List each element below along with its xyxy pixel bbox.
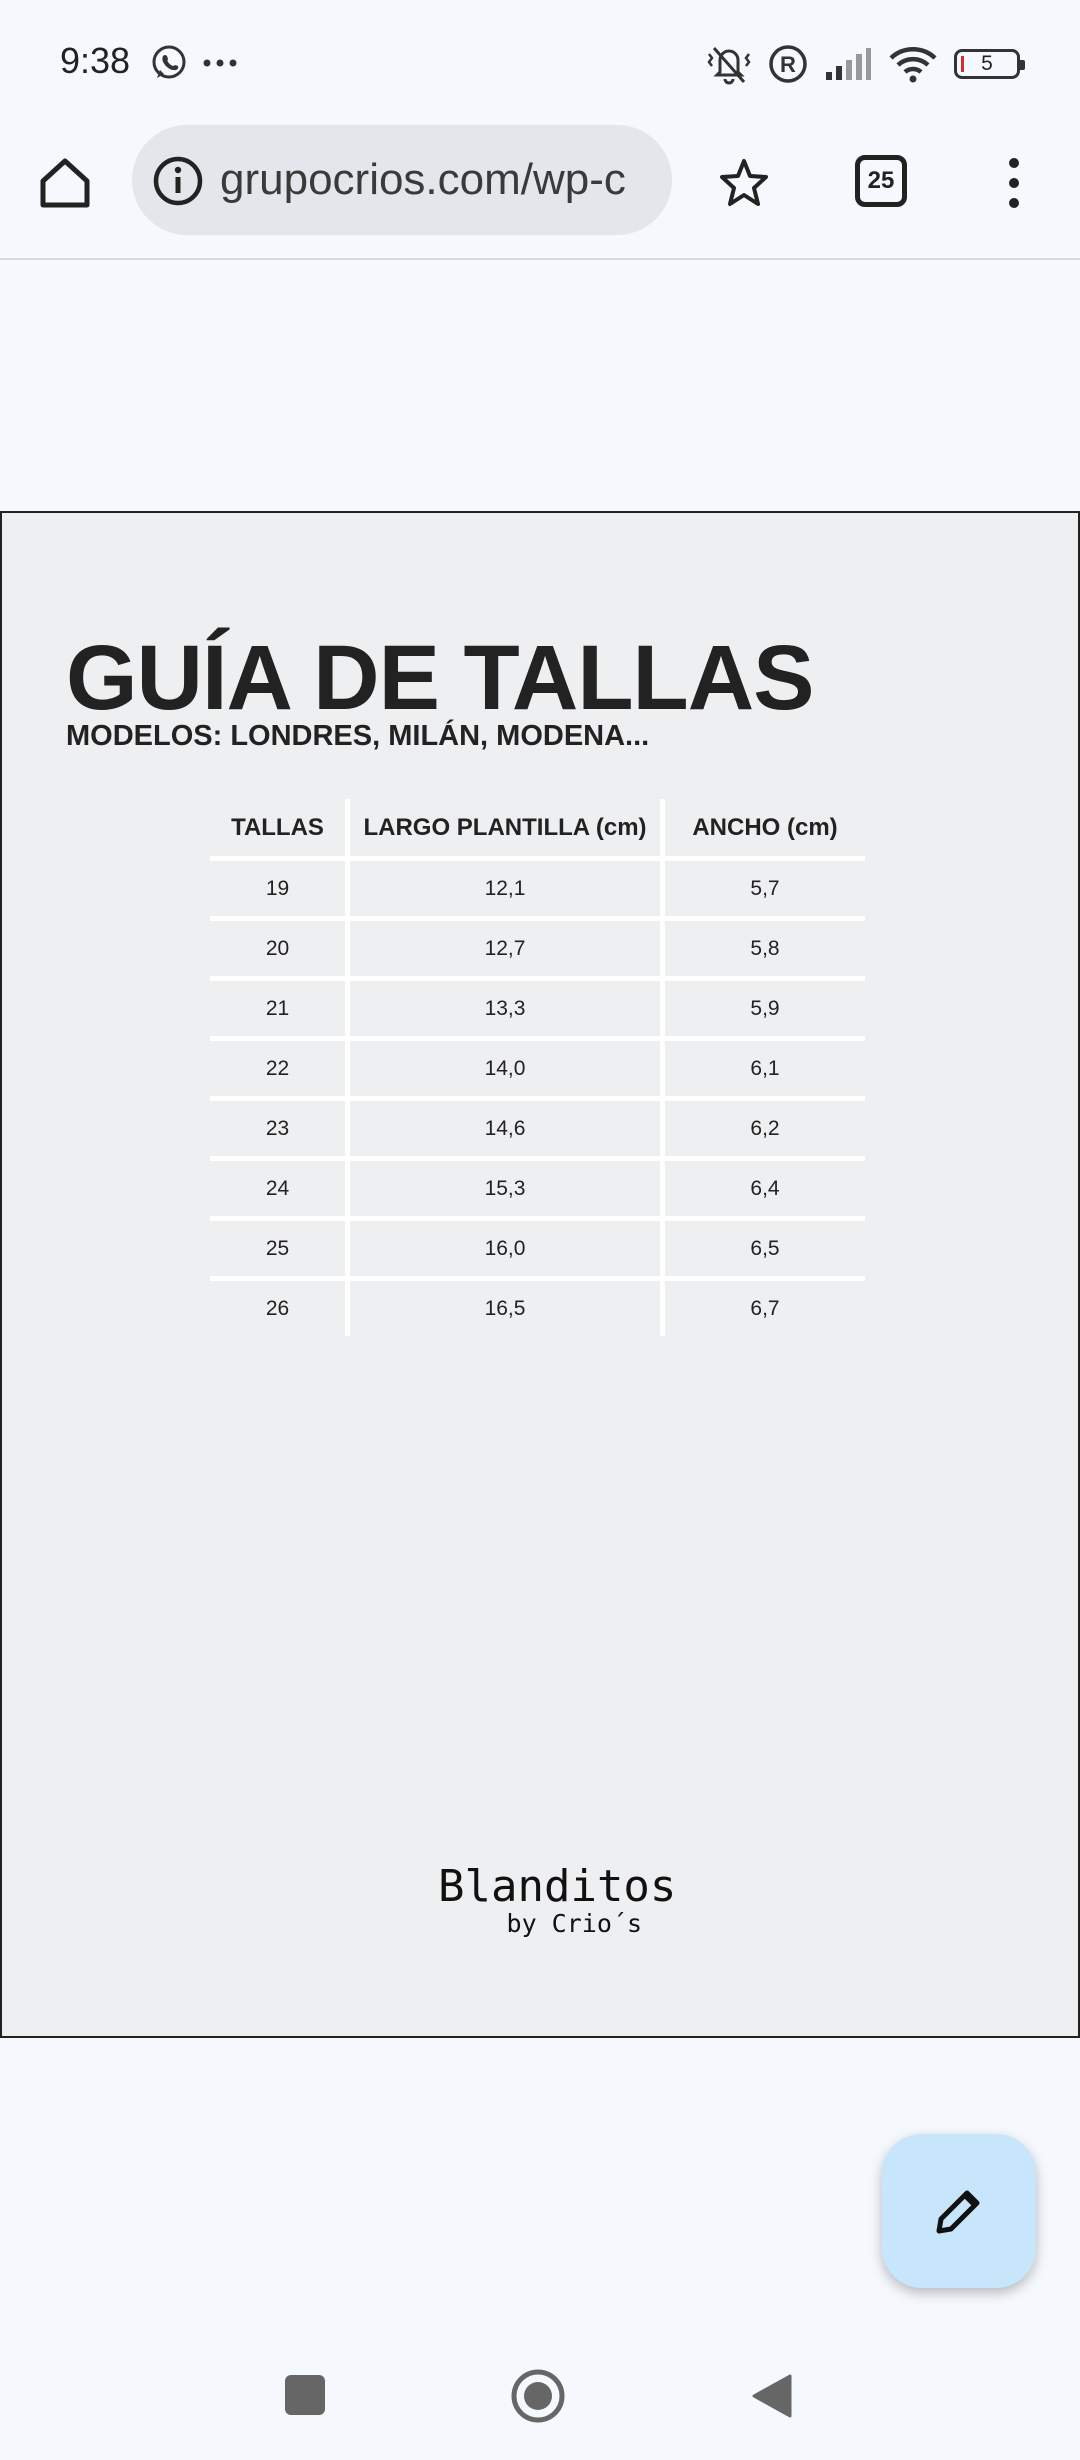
size-guide-document: [0, 511, 1080, 2038]
info-icon[interactable]: [152, 155, 204, 207]
table-cell: 5,9: [663, 979, 866, 1039]
table-cell: 5,8: [663, 919, 866, 979]
table-cell: 15,3: [348, 1159, 663, 1219]
page-title: GUÍA DE TALLAS: [66, 627, 814, 729]
table-row: [210, 1219, 865, 1279]
url-text[interactable]: grupocrios.com/wp-c: [220, 155, 626, 204]
mute-vibrate-icon: [706, 42, 752, 86]
table-cell: 14,0: [348, 1039, 663, 1099]
table-row: [210, 979, 865, 1039]
table-row: [210, 1159, 865, 1219]
table-cell: 19: [210, 859, 348, 919]
edit-fab-button[interactable]: [882, 2134, 1036, 2288]
page-subtitle: MODELOS: LONDRES, MILÁN, MODENA...: [66, 720, 650, 752]
table-cell: 12,7: [348, 919, 663, 979]
table-cell: 16,5: [348, 1279, 663, 1337]
tabs-icon[interactable]: 25: [855, 155, 907, 207]
table-row: [210, 1279, 865, 1337]
table-cell: 16,0: [348, 1219, 663, 1279]
table-cell: 6,2: [663, 1099, 866, 1159]
table-cell: 6,7: [750, 1296, 780, 1320]
column-header: TALLAS: [210, 799, 348, 859]
back-triangle-icon[interactable]: [750, 2372, 796, 2420]
brand-name: Blanditos: [438, 1861, 677, 1912]
table-cell: 13,3: [348, 979, 663, 1039]
battery-level: 5: [981, 52, 993, 75]
home-icon[interactable]: [35, 153, 95, 213]
brand-tagline: by Crio´s: [506, 1909, 642, 1938]
table-cell: 23: [210, 1099, 348, 1159]
table-row: [210, 919, 865, 979]
table-cell: 14,6: [348, 1099, 663, 1159]
brand-logo: [438, 1861, 677, 1938]
size-table: [210, 799, 865, 1336]
table-row: [210, 1039, 865, 1099]
table-cell: 26: [210, 1279, 348, 1337]
status-bar: [0, 0, 1080, 125]
table-cell: 24: [210, 1159, 348, 1219]
table-cell: 21: [210, 979, 348, 1039]
recents-square-icon[interactable]: [285, 2375, 325, 2415]
more-dots-icon: [200, 44, 240, 82]
battery-icon: [954, 49, 1020, 79]
pencil-icon: [929, 2181, 989, 2241]
table-cell: 22: [210, 1039, 348, 1099]
table-cell: 25: [210, 1219, 348, 1279]
table-cell: 5,7: [663, 859, 866, 919]
registered-icon: [768, 44, 808, 84]
table-row: [210, 859, 865, 919]
whatsapp-icon: [150, 44, 188, 82]
more-vert-icon[interactable]: [1000, 153, 1028, 213]
column-header: LARGO PLANTILLA (cm): [348, 799, 663, 859]
table-header-row: [210, 799, 865, 859]
home-circle-icon[interactable]: [510, 2368, 566, 2424]
cell-signal-icon: [824, 46, 872, 82]
browser-toolbar: [0, 125, 1080, 260]
column-header: ANCHO (cm): [663, 799, 866, 859]
table-row: [210, 1099, 865, 1159]
table-cell: 6,4: [663, 1159, 866, 1219]
table-cell: 12,1: [348, 859, 663, 919]
svg-text:R: R: [780, 52, 796, 77]
status-time: 9:38: [60, 40, 131, 81]
table-cell: 6,5: [663, 1219, 866, 1279]
table-cell: 20: [210, 919, 348, 979]
url-bar[interactable]: [132, 125, 672, 235]
wifi-icon: [888, 44, 938, 84]
table-cell: 6,1: [663, 1039, 866, 1099]
star-icon[interactable]: [716, 155, 772, 211]
